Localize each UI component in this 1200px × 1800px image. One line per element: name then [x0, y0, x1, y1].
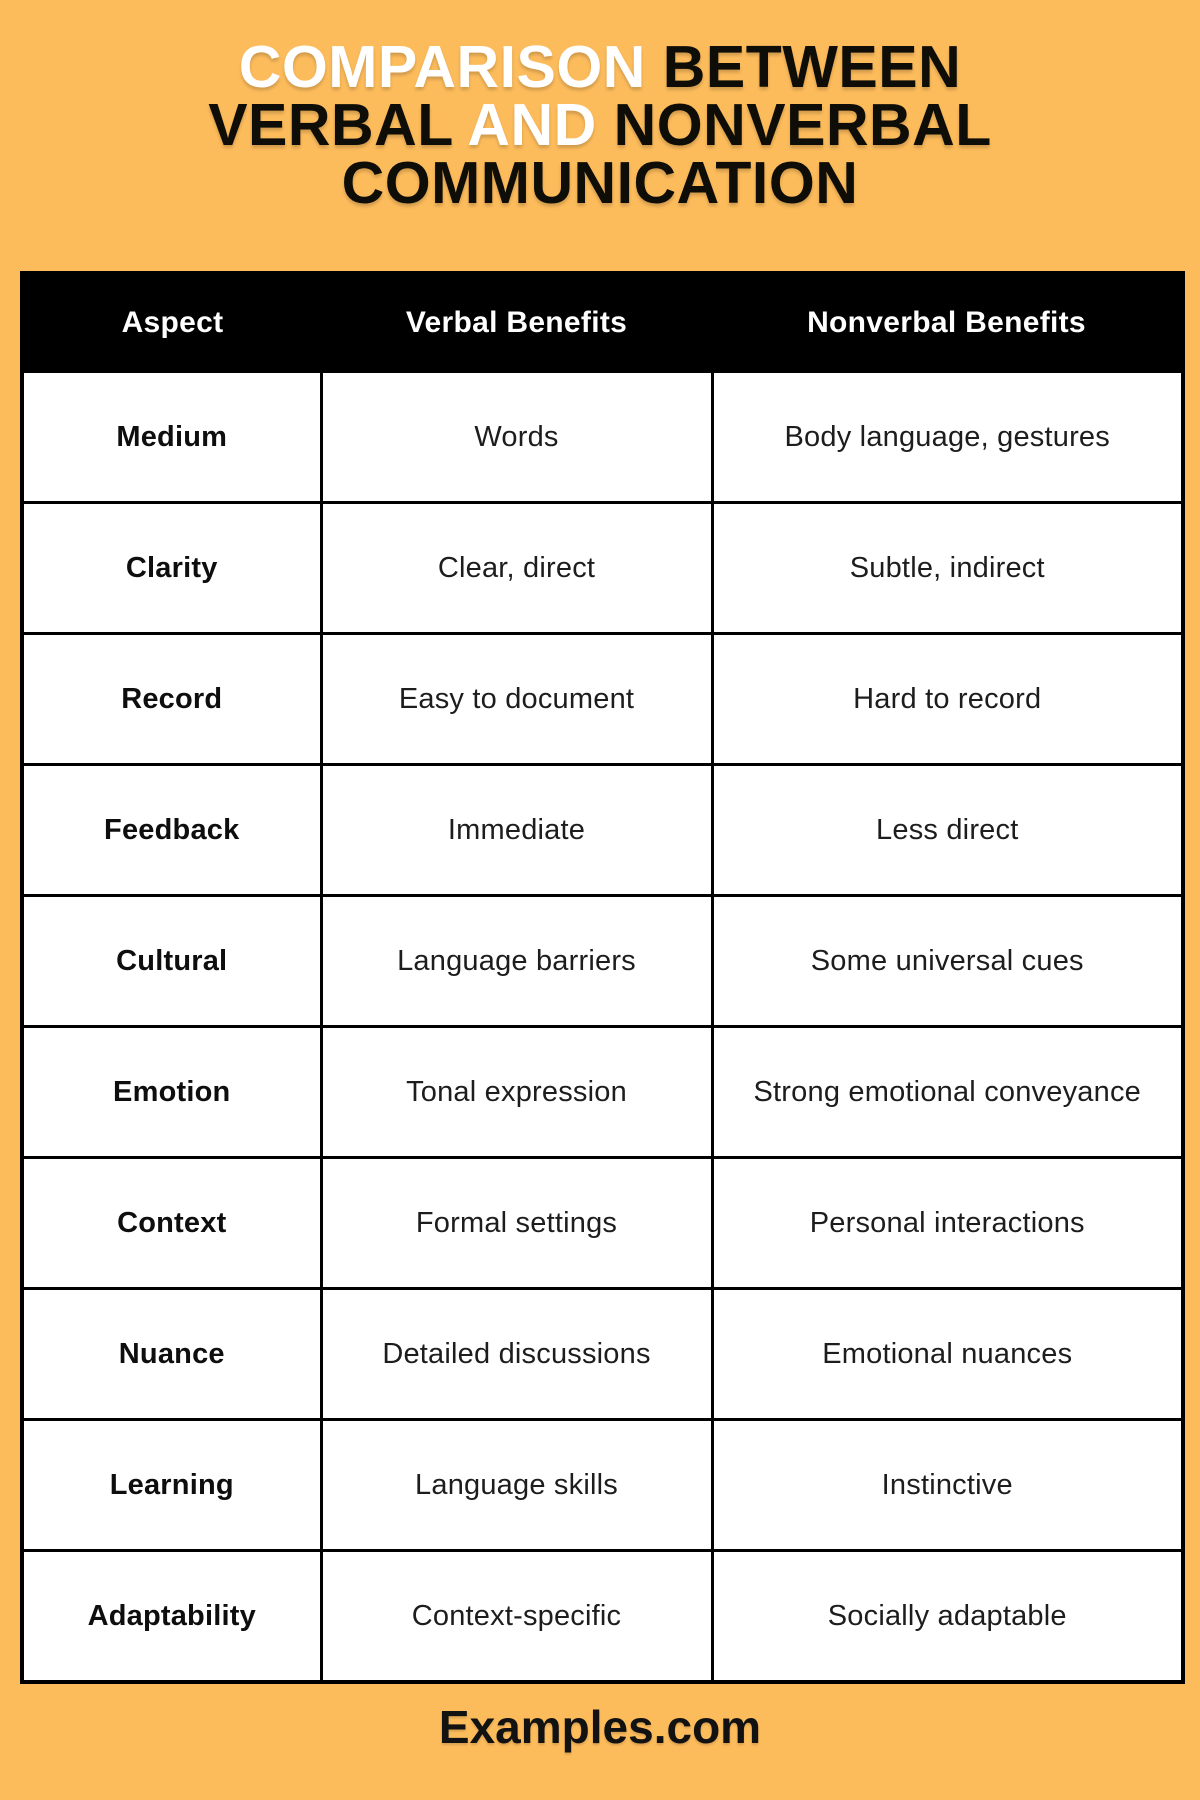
verbal-cell: Easy to document: [321, 634, 712, 765]
aspect-cell: Emotion: [22, 1027, 321, 1158]
nonverbal-cell: Personal interactions: [712, 1158, 1183, 1289]
nonverbal-cell: Instinctive: [712, 1420, 1183, 1551]
page-title: [0, 34, 1200, 216]
table-row: [22, 1420, 1183, 1551]
verbal-cell: Detailed discussions: [321, 1289, 712, 1420]
table-row: [22, 1289, 1183, 1420]
comparison-table: [20, 271, 1185, 1684]
nonverbal-cell: Subtle, indirect: [712, 503, 1183, 634]
nonverbal-cell: Body language, gestures: [712, 372, 1183, 503]
verbal-cell: Language skills: [321, 1420, 712, 1551]
title-word-and: AND: [467, 92, 597, 158]
table-row: [22, 634, 1183, 765]
aspect-cell: Medium: [22, 372, 321, 503]
verbal-cell: Language barriers: [321, 896, 712, 1027]
title-line-1: [0, 34, 1200, 100]
nonverbal-cell: Strong emotional conveyance: [712, 1027, 1183, 1158]
nonverbal-cell: Less direct: [712, 765, 1183, 896]
footer-brand: Examples.com: [438, 1701, 762, 1753]
verbal-cell: Tonal expression: [321, 1027, 712, 1158]
table-row: [22, 1551, 1183, 1683]
header-cell-nonverbal-benefits: Nonverbal Benefits: [712, 273, 1183, 372]
aspect-cell: Nuance: [22, 1289, 321, 1420]
aspect-cell: Clarity: [22, 503, 321, 634]
verbal-cell: Context-specific: [321, 1551, 712, 1683]
title-line-3: [0, 150, 1200, 216]
aspect-cell: Learning: [22, 1420, 321, 1551]
table-header-row: [22, 273, 1183, 372]
aspect-cell: Record: [22, 634, 321, 765]
verbal-cell: Clear, direct: [321, 503, 712, 634]
verbal-cell: Formal settings: [321, 1158, 712, 1289]
table-row: [22, 1158, 1183, 1289]
title-word-communication: COMMUNICATION: [341, 150, 859, 216]
nonverbal-cell: Some universal cues: [712, 896, 1183, 1027]
title-word-between: BETWEEN: [645, 34, 962, 100]
nonverbal-cell: Socially adaptable: [712, 1551, 1183, 1683]
title-word-nonverbal: NONVERBAL: [596, 92, 992, 158]
title-word-comparison: COMPARISON: [238, 34, 646, 100]
table-row: [22, 765, 1183, 896]
table-row: [22, 372, 1183, 503]
title-word-verbal: VERBAL: [208, 92, 468, 158]
aspect-cell: Feedback: [22, 765, 321, 896]
table-row: [22, 503, 1183, 634]
aspect-cell: Context: [22, 1158, 321, 1289]
header-cell-verbal-benefits: Verbal Benefits: [321, 273, 712, 372]
nonverbal-cell: Hard to record: [712, 634, 1183, 765]
verbal-cell: Words: [321, 372, 712, 503]
title-line-2: [0, 92, 1200, 158]
header-cell-aspect: Aspect: [22, 273, 321, 372]
table-row: [22, 896, 1183, 1027]
table-row: [22, 1027, 1183, 1158]
aspect-cell: Cultural: [22, 896, 321, 1027]
nonverbal-cell: Emotional nuances: [712, 1289, 1183, 1420]
aspect-cell: Adaptability: [22, 1551, 321, 1683]
verbal-cell: Immediate: [321, 765, 712, 896]
